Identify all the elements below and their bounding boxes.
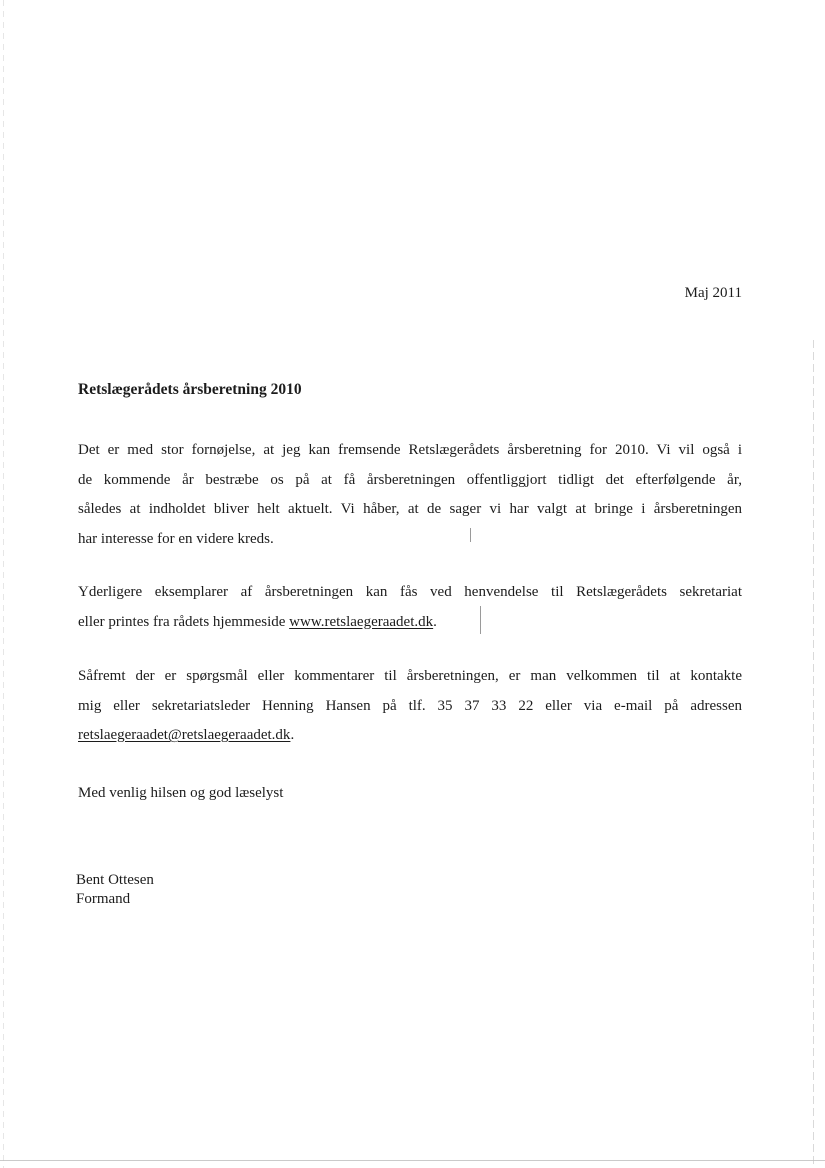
paragraph-line	[78, 721, 742, 751]
paragraph-line: således at indholdet bliver helt aktuelt. Vi håber, at de sager vi har valgt at bringe i årsberetningen	[78, 501, 742, 517]
paragraph-line	[78, 608, 742, 638]
paragraph-text: .	[433, 613, 437, 630]
paragraph-line: mig eller sekretariatsleder Henning Hansen på tlf. 35 37 33 22 eller via e-mail på adressen	[78, 697, 742, 714]
signature-role: Formand	[76, 891, 131, 907]
scan-mark	[470, 528, 471, 542]
closing-greeting: Med venlig hilsen og god læselyst	[78, 785, 284, 801]
paragraph-line: Det er med stor fornøjelse, at jeg kan fremsende Retslægerådets årsberetning for 2010. Vi vil også i	[78, 442, 742, 458]
paragraph-copies	[78, 578, 742, 637]
paragraph-line: Såfremt der er spørgsmål eller kommentarer til årsberetningen, er man velkommen til at kontakte	[78, 668, 742, 684]
paragraph-intro	[78, 436, 742, 554]
paragraph-line: Yderligere eksemplarer af årsberetningen kan fås ved henvendelse til Retslægerådets sekretariat	[78, 584, 742, 600]
scan-mark	[480, 606, 481, 634]
paragraph-contact	[78, 662, 742, 751]
email-link[interactable]: retslaegeraadet@retslaegeraadet.dk	[78, 727, 291, 743]
paragraph-line: har interesse for en videre kreds.	[78, 530, 274, 547]
paragraph-text: .	[290, 727, 295, 743]
scan-edge-right	[813, 340, 814, 1168]
signature-block	[76, 871, 154, 909]
scan-edge-bottom	[0, 1160, 825, 1161]
letter-date: Maj 2011	[684, 285, 742, 301]
website-link[interactable]: www.retslaegeraadet.dk	[289, 613, 434, 630]
paragraph-line: de kommende år bestræbe os på at få årsberetningen offentliggjort tidligt det efterfølgende år,	[78, 471, 742, 488]
scan-edge-left	[3, 0, 4, 1168]
paragraph-text: eller printes fra rådets hjemmeside	[78, 613, 290, 630]
signature-name: Bent Ottesen	[76, 872, 154, 888]
letter-title: Retslægerådets årsberetning 2010	[78, 381, 302, 398]
